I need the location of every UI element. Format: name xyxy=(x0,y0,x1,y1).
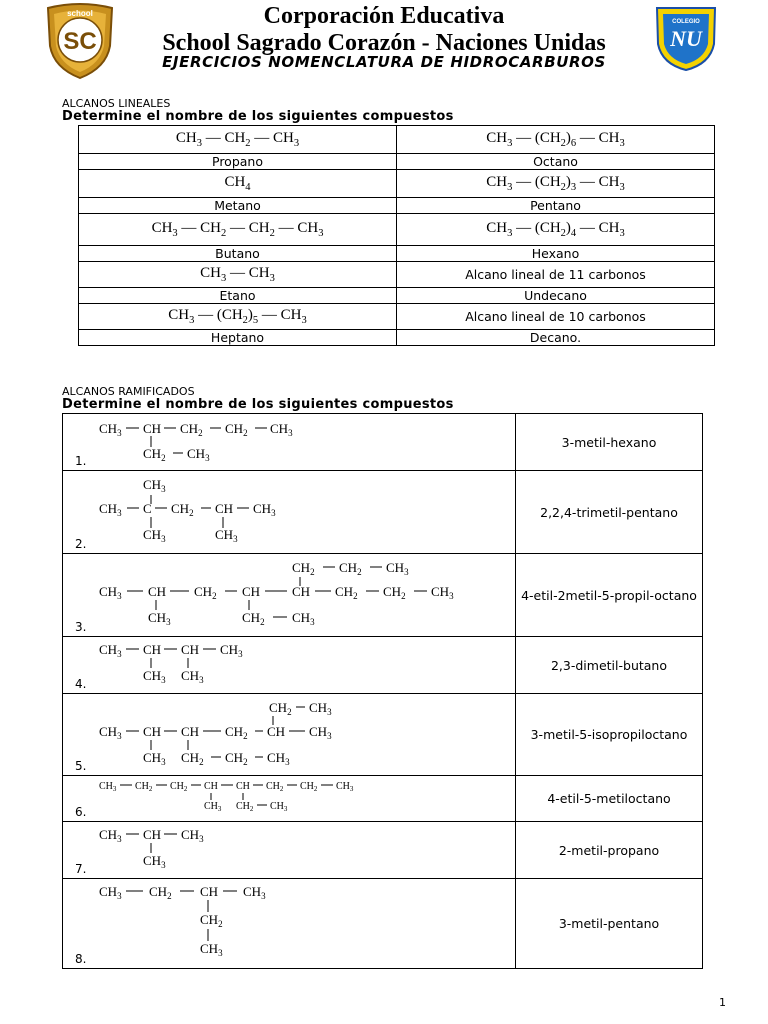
answer-cell: 4-etil-5-metiloctano xyxy=(516,776,703,822)
linear-alkanes-table xyxy=(78,125,715,346)
item-number: 7. xyxy=(75,862,87,876)
svg-text:CH3: $CH_3$ xyxy=(99,884,122,901)
item-number: 8. xyxy=(75,952,87,966)
formula-propano: $CH_3$ — $CH_2$ — $CH_3$ xyxy=(79,126,397,154)
formula-pentano: $CH_3$ — $(CH_2)_3$ — $CH_3$ xyxy=(397,170,715,198)
item-number: 1. xyxy=(75,454,87,468)
svg-text:CH3: $CH_3$ xyxy=(309,724,332,741)
svg-text:CH3: $CH_3$ xyxy=(99,724,122,741)
name-decano: Decano. xyxy=(397,330,715,346)
svg-text:school: school xyxy=(67,9,93,18)
structure-cell xyxy=(63,554,516,637)
branched-alkanes-table xyxy=(62,413,703,969)
answer-cell: 3-metil-5-isopropiloctano xyxy=(516,694,703,776)
svg-text:CH: CH xyxy=(292,584,311,599)
item-number: 5. xyxy=(75,759,87,773)
item-number: 3. xyxy=(75,620,87,634)
svg-text:CH: CH xyxy=(204,781,218,792)
section1-title: ALCANOS LINEALES xyxy=(62,97,171,110)
structure-diagram xyxy=(63,554,515,637)
name-hexano: Hexano xyxy=(397,246,715,262)
svg-text:COLEGIO: COLEGIO xyxy=(672,19,700,25)
desc-decano: Alcano lineal de 10 carbonos xyxy=(397,304,715,330)
structure-cell xyxy=(63,879,516,969)
svg-text:CH2: $CH_2$ xyxy=(200,912,223,929)
svg-text:CH3: $CH_3$ xyxy=(143,527,166,544)
svg-text:CH3: $CH_3$ xyxy=(270,801,288,813)
svg-text:CH2: $CH_2$ xyxy=(225,750,248,767)
section1-instruction: Determine el nombre de los siguientes compuestos xyxy=(62,109,454,124)
svg-text:SC: SC xyxy=(63,28,97,55)
svg-text:CH2: $CH_2$ xyxy=(225,421,248,438)
svg-text:CH3: $CH_3$ xyxy=(181,827,204,844)
svg-text:CH3: $CH_3$ xyxy=(270,421,293,438)
svg-text:CH: CH xyxy=(267,724,286,739)
formula-heptano: $CH_3$ — $(CH_2)_5$ — $CH_3$ xyxy=(79,304,397,330)
school-title: School Sagrado Corazón - Naciones Unidas xyxy=(162,30,606,56)
formula-etano: $CH_3$ — $CH_3$ xyxy=(79,262,397,288)
structure-diagram xyxy=(63,822,515,879)
structure-cell xyxy=(63,776,516,822)
svg-text:C: C xyxy=(143,501,152,516)
answer-cell: 2,3-dimetil-butano xyxy=(516,637,703,694)
svg-text:CH3: $CH_3$ xyxy=(220,642,243,659)
svg-text:NU: NU xyxy=(670,26,702,51)
svg-text:CH: CH xyxy=(148,584,167,599)
item-number: 6. xyxy=(75,805,87,819)
name-metano: Metano xyxy=(79,198,397,214)
svg-text:CH3: $CH_3$ xyxy=(99,501,122,518)
svg-text:CH2: $CH_2$ xyxy=(225,724,248,741)
svg-text:CH: CH xyxy=(200,884,219,899)
svg-text:CH3: $CH_3$ xyxy=(215,527,238,544)
svg-text:CH: CH xyxy=(143,421,162,436)
svg-text:CH3: $CH_3$ xyxy=(143,668,166,685)
svg-text:CH3: $CH_3$ xyxy=(143,750,166,767)
svg-text:CH2: $CH_2$ xyxy=(339,560,362,577)
svg-text:CH2: $CH_2$ xyxy=(171,501,194,518)
structure-cell xyxy=(63,637,516,694)
svg-text:CH: CH xyxy=(181,724,200,739)
item-number: 4. xyxy=(75,677,87,691)
answer-cell: 2-metil-propano xyxy=(516,822,703,879)
name-butano: Butano xyxy=(79,246,397,262)
svg-text:CH3: $CH_3$ xyxy=(148,610,171,627)
name-propano: Propano xyxy=(79,154,397,170)
svg-text:CH3: $CH_3$ xyxy=(292,610,315,627)
svg-text:CH3: $CH_3$ xyxy=(431,584,454,601)
structure-cell xyxy=(63,822,516,879)
svg-text:CH2: $CH_2$ xyxy=(181,750,204,767)
svg-text:CH3: $CH_3$ xyxy=(99,584,122,601)
name-etano: Etano xyxy=(79,288,397,304)
svg-text:CH3: $CH_3$ xyxy=(386,560,409,577)
answer-cell: 4-etil-2metil-5-propil-octano xyxy=(516,554,703,637)
structure-diagram xyxy=(63,776,515,822)
svg-text:CH2: $CH_2$ xyxy=(149,884,172,901)
svg-text:CH3: $CH_3$ xyxy=(143,853,166,870)
structure-cell xyxy=(63,414,516,471)
svg-text:CH2: $CH_2$ xyxy=(236,801,254,813)
structure-cell xyxy=(63,694,516,776)
svg-text:CH3: $CH_3$ xyxy=(204,801,222,813)
svg-text:CH3: $CH_3$ xyxy=(243,884,266,901)
svg-text:CH3: $CH_3$ xyxy=(187,446,210,463)
svg-text:CH: CH xyxy=(143,642,162,657)
structure-diagram xyxy=(63,414,515,471)
svg-text:CH: CH xyxy=(143,827,162,842)
svg-text:CH: CH xyxy=(181,642,200,657)
svg-text:CH2: $CH_2$ xyxy=(383,584,406,601)
answer-cell: 3-metil-pentano xyxy=(516,879,703,969)
svg-text:CH3: $CH_3$ xyxy=(99,642,122,659)
structure-diagram xyxy=(63,637,515,694)
svg-text:CH3: $CH_3$ xyxy=(267,750,290,767)
svg-text:CH3: $CH_3$ xyxy=(181,668,204,685)
svg-text:CH3: $CH_3$ xyxy=(99,827,122,844)
svg-text:CH3: $CH_3$ xyxy=(99,781,117,793)
name-octano: Octano xyxy=(397,154,715,170)
formula-metano: $CH_4$ xyxy=(79,170,397,198)
svg-text:CH2: $CH_2$ xyxy=(180,421,203,438)
svg-text:CH2: $CH_2$ xyxy=(194,584,217,601)
svg-text:CH3: $CH_3$ xyxy=(253,501,276,518)
svg-text:CH2: $CH_2$ xyxy=(170,781,188,793)
desc-undecano: Alcano lineal de 11 carbonos xyxy=(397,262,715,288)
svg-text:CH2: $CH_2$ xyxy=(292,560,315,577)
formula-butano: $CH_3$ — $CH_2$ — $CH_2$ — $CH_3$ xyxy=(79,214,397,246)
svg-text:CH2: $CH_2$ xyxy=(135,781,153,793)
structure-cell xyxy=(63,471,516,554)
formula-octano: $CH_3$ — $(CH_2)_6$ — $CH_3$ xyxy=(397,126,715,154)
svg-text:CH2: $CH_2$ xyxy=(143,446,166,463)
name-heptano: Heptano xyxy=(79,330,397,346)
name-pentano: Pentano xyxy=(397,198,715,214)
svg-text:CH: CH xyxy=(236,781,250,792)
svg-text:CH: CH xyxy=(215,501,234,516)
svg-text:CH3: $CH_3$ xyxy=(336,781,354,793)
svg-text:CH2: $CH_2$ xyxy=(266,781,284,793)
svg-text:CH3: $CH_3$ xyxy=(143,477,166,494)
answer-cell: 3-metil-hexano xyxy=(516,414,703,471)
item-number: 2. xyxy=(75,537,87,551)
svg-text:CH2: $CH_2$ xyxy=(242,610,265,627)
svg-text:CH: CH xyxy=(242,584,261,599)
svg-text:CH: CH xyxy=(143,724,162,739)
svg-text:CH3: $CH_3$ xyxy=(309,700,332,717)
svg-text:CH2: $CH_2$ xyxy=(335,584,358,601)
structure-diagram xyxy=(63,471,515,554)
worksheet-subtitle: EJERCICIOS NOMENCLATURA DE HIDROCARBUROS xyxy=(162,53,606,71)
structure-diagram xyxy=(63,879,515,969)
page-number: 1 xyxy=(719,996,726,1009)
svg-text:CH3: $CH_3$ xyxy=(99,421,122,438)
formula-hexano: $CH_3$ — $(CH_2)_4$ — $CH_3$ xyxy=(397,214,715,246)
section2-title: ALCANOS RAMIFICADOS xyxy=(62,385,195,398)
svg-text:CH2: $CH_2$ xyxy=(269,700,292,717)
institution-title: Corporación Educativa xyxy=(263,3,505,29)
svg-text:CH3: $CH_3$ xyxy=(200,941,223,958)
structure-diagram xyxy=(63,694,515,776)
section2-instruction: Determine el nombre de los siguientes compuestos xyxy=(62,397,454,412)
answer-cell: 2,2,4-trimetil-pentano xyxy=(516,471,703,554)
name-undecano: Undecano xyxy=(397,288,715,304)
svg-text:CH2: $CH_2$ xyxy=(300,781,318,793)
